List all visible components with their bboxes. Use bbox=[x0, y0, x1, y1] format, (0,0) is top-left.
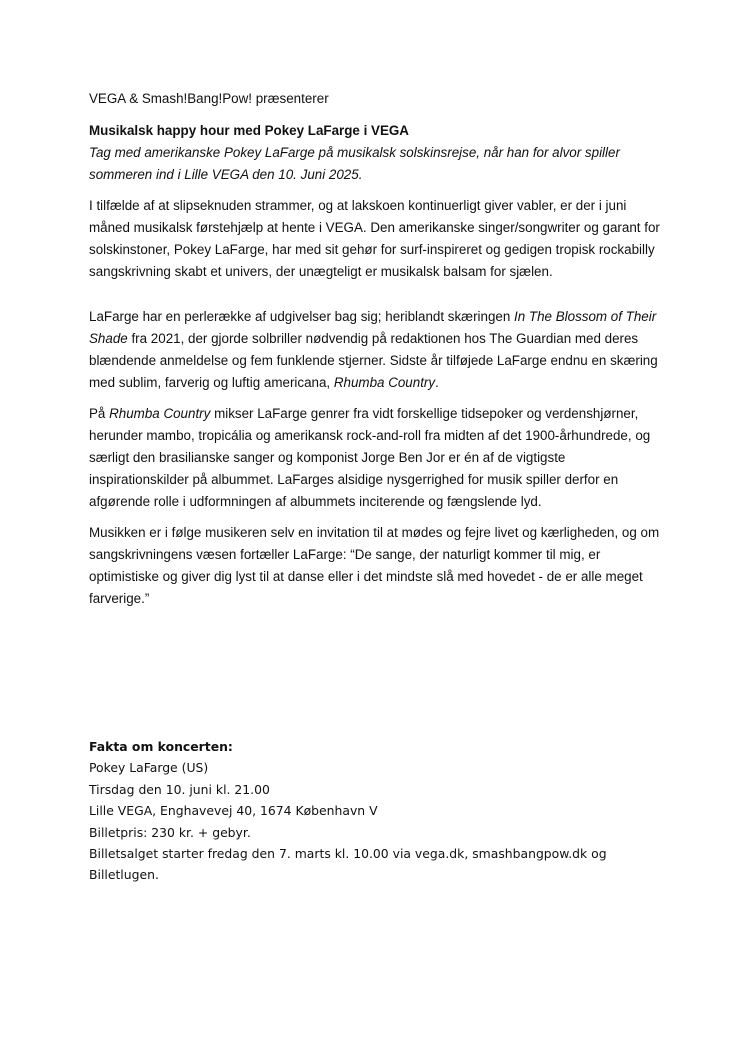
paragraph-2-text-a: LaFarge har en perlerække af udgivelser bag sig; heriblandt skæringen bbox=[89, 309, 515, 324]
press-release-subtitle: Tag med amerikanske Pokey LaFarge på musikalsk solskinsrejse, når han for alvor spiller sommeren ind i Lille VEGA den 10. Juni 2025. bbox=[89, 145, 620, 182]
facts-price: Billetpris: 230 kr. + gebyr. bbox=[89, 824, 251, 840]
paragraph-4: Musikken er i følge musikeren selv en invitation til at mødes og fejre livet og kærligheden, og om sangskrivningens væsen fortæller LaFarge: “De sange, der naturligt kommer til mig, er optimistiske og giver dig lyst til at danse eller i det mindste slå med hovedet - de er alle meget farverige.” bbox=[89, 525, 660, 606]
presenter-line: VEGA & Smash!Bang!Pow! præsenterer bbox=[89, 91, 329, 106]
paragraph-2-text-c: . bbox=[435, 375, 439, 390]
facts-venue: Lille VEGA, Enghavevej 40, 1674 København V bbox=[89, 803, 378, 819]
paragraph-1: I tilfælde af at slipseknuden strammer, og at lakskoen kontinuerligt giver vabler, er der i juni måned musikalsk førstehjælp at hente i VEGA. Den amerikanske singer/songwriter og garant for solskinstoner, Pokey LaFarge, har med sit gehør for surf-inspireret og gedigen tropisk rockabilly sangskrivning skabt et univers, der unægteligt er musikalsk balsam for sjælen. bbox=[89, 198, 660, 279]
facts-artist: Pokey LaFarge (US) bbox=[89, 760, 209, 776]
press-release-title: Musikalsk happy hour med Pokey LaFarge i VEGA bbox=[89, 123, 409, 138]
paragraph-2-text-b: fra 2021, der gjorde solbriller nødvendig på redaktionen hos The Guardian med deres blændende anmeldelse og fem funklende stjerner. Sidste år tilføjede LaFarge endnu en skæring med sublim, farverig og luftig americana, bbox=[89, 331, 658, 390]
song-title: In The Blossom of Their Shade bbox=[89, 309, 657, 346]
facts-heading: Fakta om koncerten: bbox=[89, 739, 233, 754]
concert-facts bbox=[89, 736, 661, 886]
paragraph-3-text-a: På bbox=[89, 406, 110, 421]
album-title: Rhumba Country bbox=[333, 375, 436, 390]
press-release-body bbox=[89, 88, 661, 619]
paragraph-3-text-b: mikser LaFarge genrer fra vidt forskellige tidsepoker og verdenshjørner, herunder mambo, tropicália og amerikansk rock-and-roll fra midten af det 1900-århundrede, og særligt den brasilianske sanger og komponist Jorge Ben Jor er én af de vigtigste inspirationskilder på albummet. LaFarges alsidige nysgerrighed for musik spiller derfor en afgørende rolle i udformningen af albummets inciterende og fængslende lyd. bbox=[89, 406, 651, 509]
paragraph-3 bbox=[89, 403, 661, 513]
album-title: Rhumba Country bbox=[109, 406, 211, 421]
facts-date: Tirsdag den 10. juni kl. 21.00 bbox=[89, 781, 270, 797]
facts-ticket-sale: Billetsalget starter fredag den 7. marts kl. 10.00 via vega.dk, smashbangpow.dk og Billetlugen. bbox=[89, 846, 607, 883]
paragraph-2 bbox=[89, 306, 661, 394]
